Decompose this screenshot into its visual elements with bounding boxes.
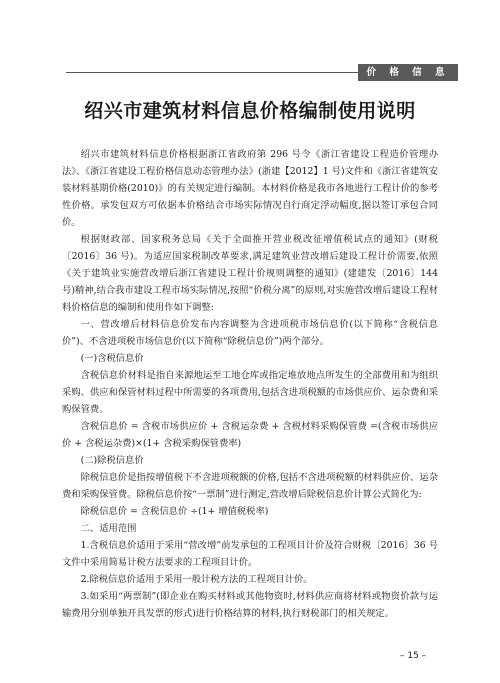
formula: 除税信息价 = 含税信息价 ÷(1+ 增值税税率) — [80, 506, 269, 517]
page-title: 绍兴市建筑材料信息价格编制使用说明 — [84, 100, 416, 122]
subheading: (二)除税信息价 — [80, 455, 144, 466]
paragraph: 根据财政部、国家税务总局《关于全面推开营业税改征增值税试点的通知》(财税〔2016〕36 号)。为适应国家税制改革要求,满足建筑业营改增后建设工程计价需要,依照《关于建筑业实施营改增后浙江省建设工程计价规则调整的通知》(建建发〔2016〕144 号)精神,结合我市建设工程市场实际情况,按照“价税分离”的原则,对实施营改增后建设工程材料价格信息的编制和使用作如下调整: — [62, 234, 438, 313]
subheading: 二、适用范围 — [80, 523, 137, 534]
paragraph: 含税信息价材料是指自来源地运至工地仓库或指定堆放地点所发生的全部费用和为组织采购、供应和保管材料过程中所需要的各项费用,包括含进项税额的市场供应价、运杂费和采购保管费。 — [62, 370, 438, 415]
paragraph: 绍兴市建筑材料信息价格根据浙江省政府第 296 号令《浙江省建设工程造价管理办法》、《浙江省建设工程价格信息动态管理办法》(浙建【2012】1 号)文件和《浙江省建筑安装材料基期价格(2010)》的有关规定进行编制。本材料价格是我市各地进行工程计价的参考性价格。承发包双方可依据本价格结合市场实际情况自行商定浮动幅度,据以签订承包合同价。 — [62, 149, 438, 228]
body-text — [62, 146, 438, 622]
formula: 含税信息价 = 含税市场供应价 + 含税运杂费 + 含税材料采购保管费 =(含税市场供应价 + 含税运杂费)×(1+ 含税采购保管费率) — [62, 421, 438, 449]
section-tag: 价 格 信 息 — [358, 64, 458, 81]
paragraph: 除税信息价是指按增值税下不含进项税额的价格,包括不含进项税额的材料供应价、运杂费和采购保管费。除税信息价按“一票制”进行测定,营改增后除税信息价计算公式简化为: — [62, 472, 438, 500]
subheading: (一)含税信息价 — [80, 353, 144, 364]
paragraph: 3.如采用“两票制”(即企业在购买材料或其他物资时,材料供应商将材料或物资价款与运输费用分别单独开具发票的形式)进行价格结算的材料,执行财税部门的相关规定。 — [62, 591, 438, 619]
paragraph: 1.含税信息价适用于采用“营改增”前发承包的工程项目计价及符合财税〔2016〕36 号文件中采用简易计税方法要求的工程项目计价。 — [62, 540, 438, 568]
paragraph: 一、营改增后材料信息价发布内容调整为含进项税市场信息价(以下简称“含税信息价”)、不含进项税市场信息价(以下简称“除税信息价”)两个部分。 — [62, 319, 438, 347]
header-rule — [66, 72, 366, 73]
page-number: – 15 – — [400, 651, 427, 661]
paragraph: 2.除税信息价适用于采用一般计税方法的工程项目计价。 — [80, 574, 313, 585]
